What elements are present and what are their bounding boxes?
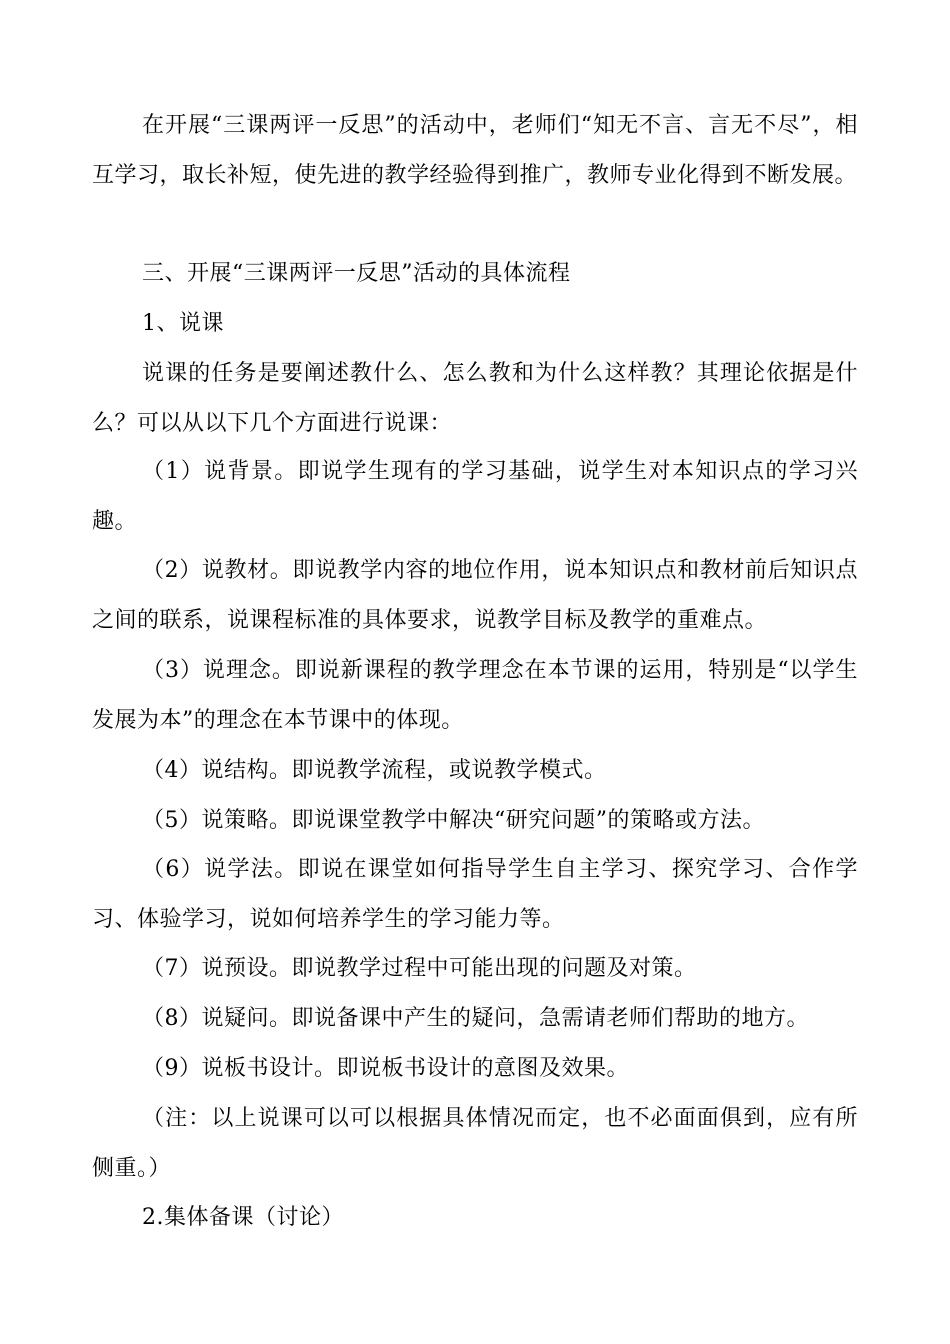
list-item-3: （3）说理念。即说新课程的教学理念在本节课的运用，特别是“以学生发展为本”的理念在本节课中的体现。 [92,658,858,733]
list-item-7: （7）说预设。即说教学过程中可能出现的问题及对策。 [142,956,697,981]
paragraph-shuoke-task: 说课的任务是要阐述教什么、怎么教和为什么这样教？其理论依据是什么？可以从以下几个方面进行说课： [92,361,858,436]
list-item-8: （8）说疑问。即说备课中产生的疑问，急需请老师们帮助的地方。 [142,1006,809,1031]
list-item-4: （4）说结构。即说教学流程，或说教学模式。 [142,758,607,783]
paragraph-intro: 在开展“三课两评一反思”的活动中，老师们“知无不言、言无不尽”，相互学习，取长补短，使先进的教学经验得到推广，教师专业化得到不断发展。 [92,113,858,188]
list-item-5: （5）说策略。即说课堂教学中解决“研究问题”的策略或方法。 [142,808,765,833]
list-item-2: （2）说教材。即说教学内容的地位作用，说本知识点和教材前后知识点之间的联系，说课程标准的具体要求，说教学目标及教学的重难点。 [92,558,858,633]
list-item-6: （6）说学法。即说在课堂如何指导学生自主学习、探究学习、合作学习、体验学习，说如何培养学生的学习能力等。 [92,857,858,932]
subsection-heading: 1、说课 [142,311,224,336]
section-heading: 三、开展“三课两评一反思”活动的具体流程 [142,261,571,286]
list-item-1: （1）说背景。即说学生现有的学习基础，说学生对本知识点的学习兴趣。 [92,459,858,534]
subsection-heading-2: 2.集体备课（讨论） [142,1205,344,1230]
list-item-9: （9）说板书设计。即说板书设计的意图及效果。 [142,1056,629,1081]
note-paragraph: （注：以上说课可以可以根据具体情况而定，也不必面面俱到，应有所侧重。） [92,1106,858,1181]
